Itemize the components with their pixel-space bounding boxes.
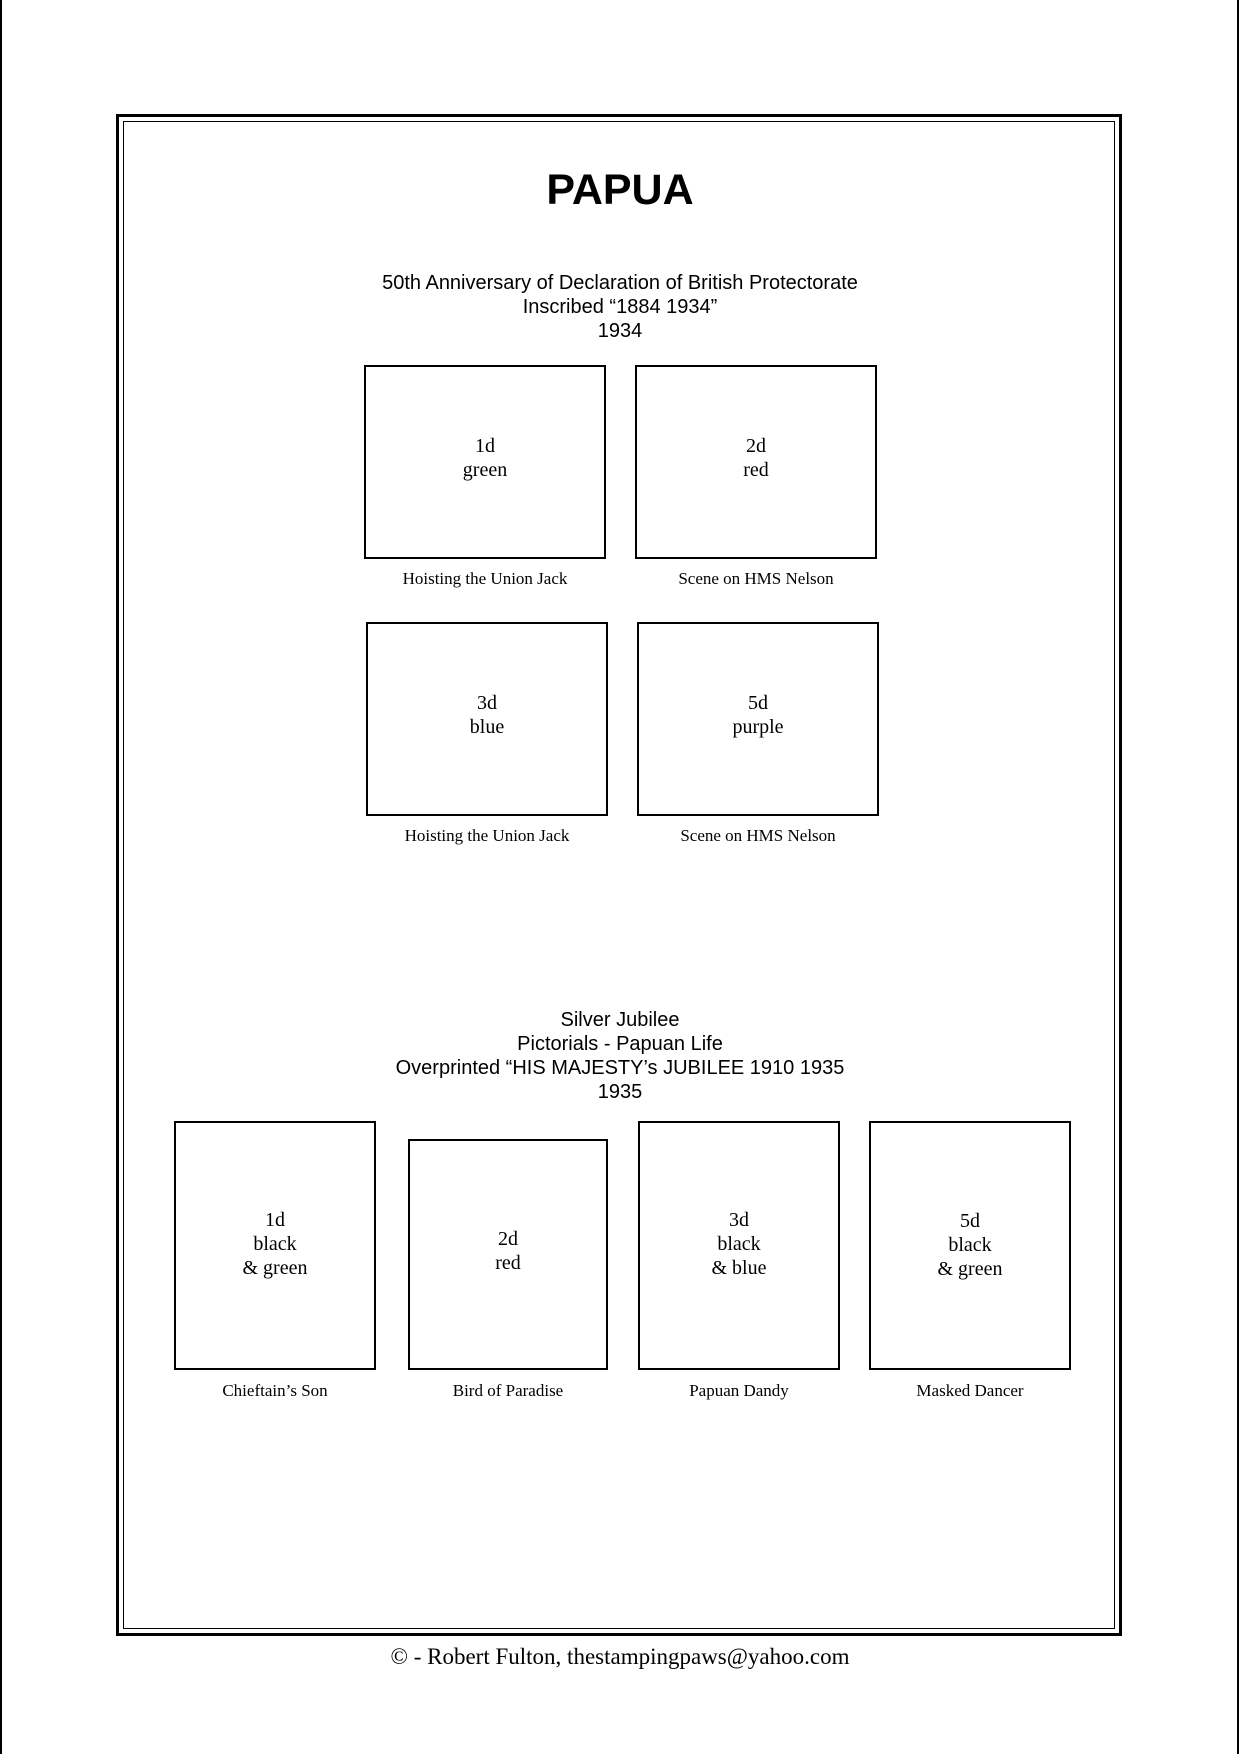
stamp-color: green: [462, 459, 508, 481]
stamp-caption: Scene on HMS Nelson: [678, 569, 834, 588]
stamp-color: black: [717, 1233, 761, 1255]
stamp-box-1d-black-green[interactable]: [174, 1121, 376, 1370]
stamp-color: & green: [242, 1257, 308, 1279]
section-heading-silver-jubilee: [0, 1008, 1240, 1104]
heading-line: 1935: [597, 1081, 643, 1103]
heading-line: Inscribed “1884 1934”: [522, 296, 718, 318]
stamp-value: 3d: [477, 692, 497, 714]
stamp-color: black: [948, 1234, 992, 1256]
stamp-color: blue: [469, 716, 505, 738]
stamp-box-2d-red[interactable]: [408, 1139, 608, 1370]
stamp-box-5d-black-green[interactable]: [869, 1121, 1071, 1370]
stamp-value: 1d: [265, 1209, 285, 1231]
stamp-box-1d-green[interactable]: [364, 365, 606, 559]
copyright-footer: © - Robert Fulton, thestampingpaws@yahoo.com: [390, 1644, 850, 1669]
stamp-value: 3d: [729, 1209, 749, 1231]
stamp-caption: Hoisting the Union Jack: [404, 826, 570, 845]
heading-line: Pictorials - Papuan Life: [517, 1033, 723, 1055]
stamp-value: 2d: [746, 435, 766, 457]
stamp-caption: Scene on HMS Nelson: [680, 826, 836, 845]
stamp-color: red: [495, 1252, 521, 1274]
stamp-color: red: [743, 459, 769, 481]
page-title: PAPUA: [546, 166, 694, 214]
heading-line: 1934: [597, 320, 643, 342]
sheet-edge-left: [0, 0, 2, 1754]
stamp-caption: Bird of Paradise: [452, 1381, 564, 1400]
stamp-value: 2d: [498, 1228, 518, 1250]
page-border-inner: [123, 121, 1115, 1629]
stamp-color: & blue: [711, 1257, 767, 1279]
section-heading-protectorate: [0, 271, 1240, 343]
stamp-value: 5d: [960, 1210, 980, 1232]
stamp-value: 1d: [475, 435, 495, 457]
heading-line: 50th Anniversary of Declaration of British Protectorate: [382, 272, 858, 294]
stamp-color: & green: [937, 1258, 1003, 1280]
stamp-box-2d-red[interactable]: [635, 365, 877, 559]
stamp-box-3d-black-blue[interactable]: [638, 1121, 840, 1370]
stamp-box-3d-blue[interactable]: [366, 622, 608, 816]
heading-line: Silver Jubilee: [560, 1009, 680, 1031]
stamp-color: black: [253, 1233, 297, 1255]
stamp-caption: Hoisting the Union Jack: [402, 569, 568, 588]
stamp-caption: Papuan Dandy: [689, 1381, 789, 1400]
stamp-color: purple: [732, 716, 784, 738]
stamp-caption: Masked Dancer: [916, 1381, 1024, 1400]
stamp-value: 5d: [748, 692, 768, 714]
sheet-edge-right: [1237, 0, 1239, 1754]
stamp-box-5d-purple[interactable]: [637, 622, 879, 816]
heading-line: Overprinted “HIS MAJESTY’s JUBILEE 1910 1935: [395, 1057, 845, 1079]
stamp-caption: Chieftain’s Son: [222, 1381, 328, 1400]
